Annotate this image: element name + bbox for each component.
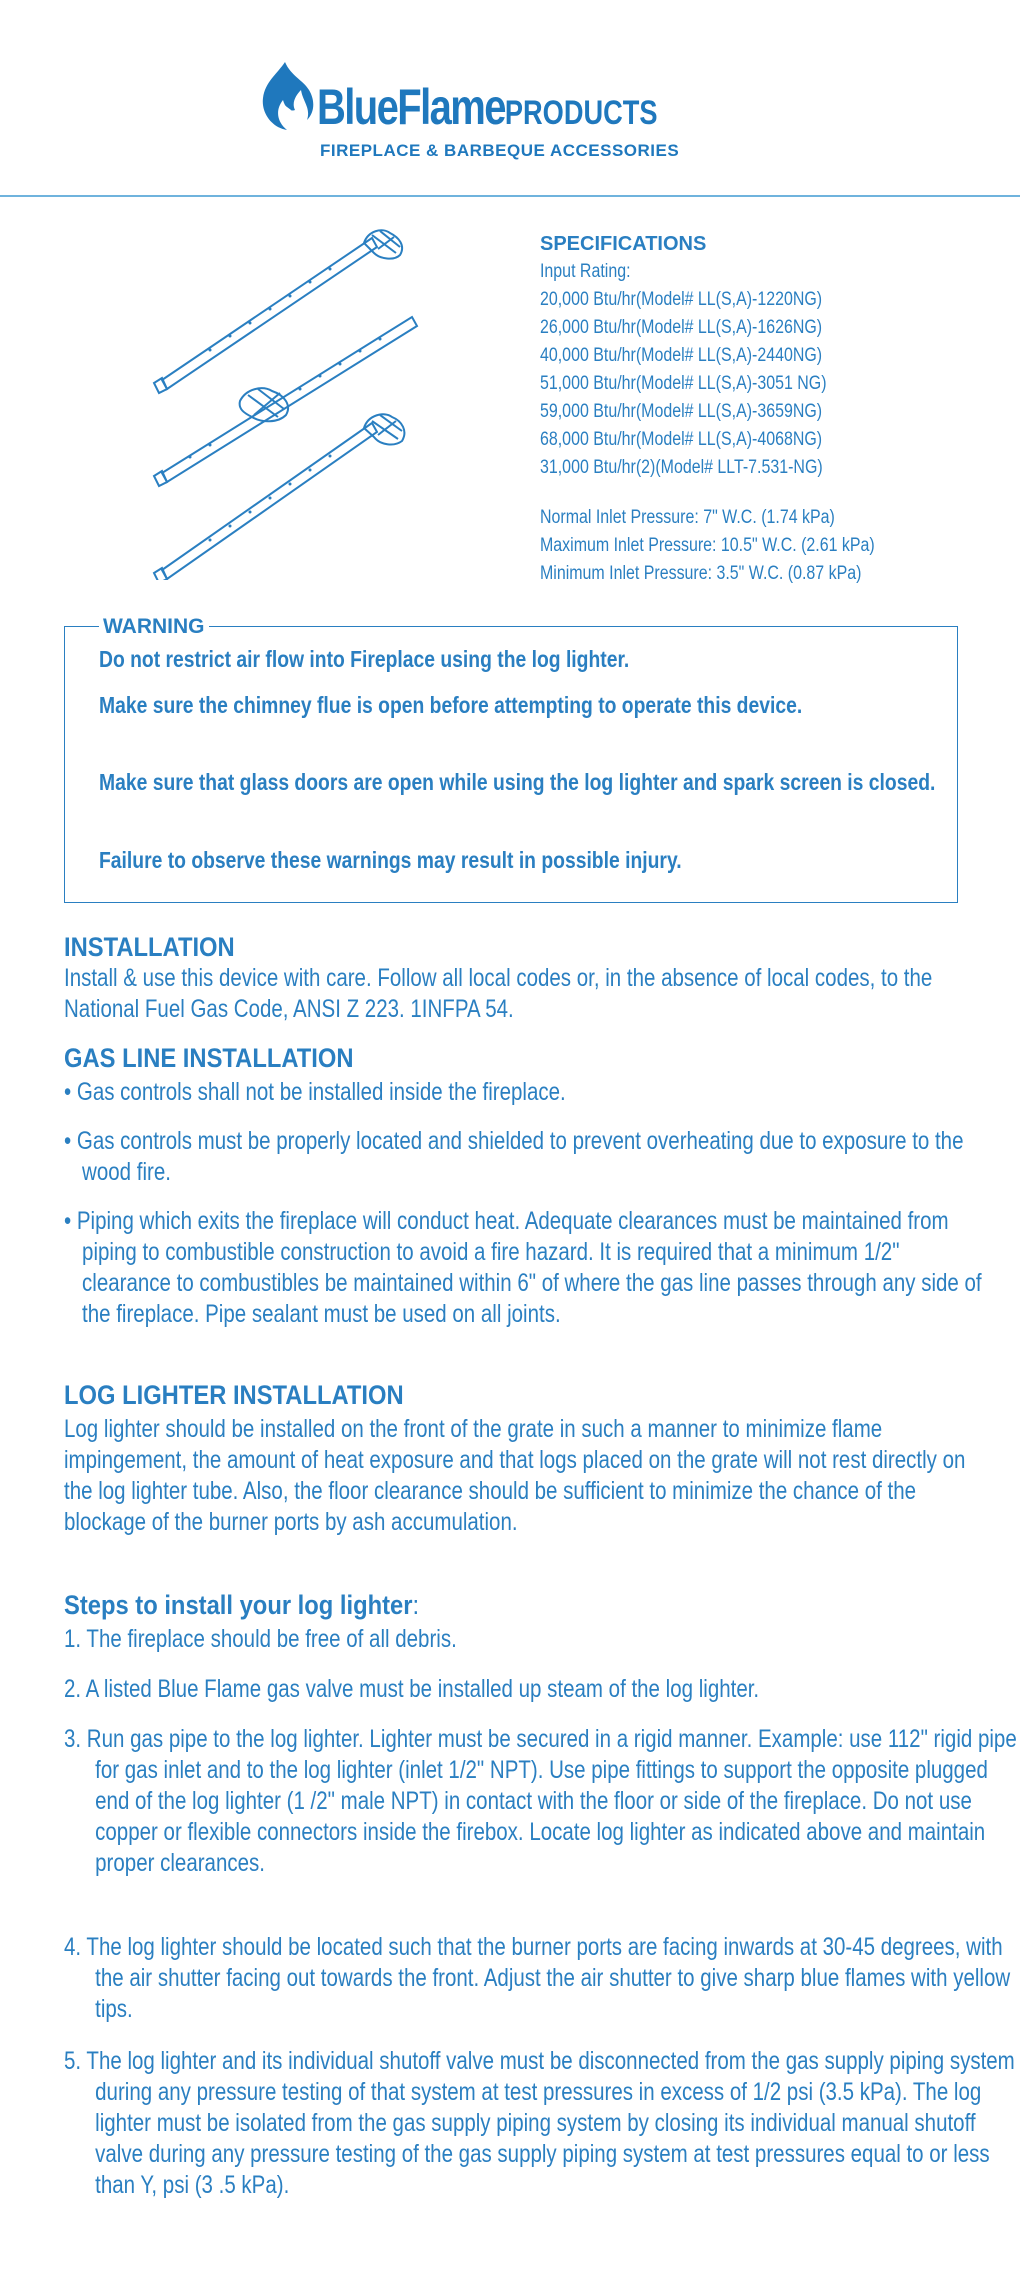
warning-box (64, 615, 958, 903)
brand-products: PRODUCTS (504, 94, 658, 132)
log-lighter-tube-icon (154, 317, 417, 486)
installation-heading: INSTALLATION (64, 932, 235, 962)
gas-line-bullet: • Piping which exits the fireplace will conduct heat. Adequate clearances must be maintained from piping to combustible construction to avoid a fire hazard. It is required that a minimum 1/2" clearance to combustibles be maintained within 6" of where the gas line passes through any side of the fireplace. Pipe sealant must be used on all joints. (64, 1207, 982, 1328)
rating-line: 68,000 Btu/hr(Model# LL(S,A)-4068NG) (540, 429, 823, 450)
rating-line: 26,000 Btu/hr(Model# LL(S,A)-1626NG) (540, 317, 823, 338)
warning-line: Do not restrict air flow into Fireplace using the log lighter. (99, 646, 630, 672)
rating-line: 51,000 Btu/hr(Model# LL(S,A)-3051 NG) (540, 373, 827, 394)
log-lighter-text: Log lighter should be installed on the front of the grate in such a manner to minimize flame impingement, the amount of heat exposure and that logs placed on the grate will not rest directly on the log lighter tube. Also, the floor clearance should be sufficient to minimize the chance of the blockage of the burner ports by ash accumulation. (64, 1415, 966, 1536)
warning-line: Failure to observe these warnings may result in possible injury. (99, 847, 682, 873)
log-lighter-tube-icon (154, 230, 402, 393)
specifications-title: SPECIFICATIONS (540, 233, 707, 255)
page-header (0, 0, 1020, 197)
pressure-line: Minimum Inlet Pressure: 3.5" W.C. (0.87 kPa) (540, 563, 862, 584)
brand-name: BlueFlamePRODUCTS (317, 79, 658, 135)
step-item: 1. The fireplace should be free of all debris. (64, 1625, 457, 1653)
warning-title: WARNING (99, 615, 209, 639)
brand-tagline: FIREPLACE & BARBEQUE ACCESSORIES (320, 141, 680, 160)
log-lighter-heading: LOG LIGHTER INSTALLATION (64, 1380, 404, 1410)
pressure-line: Maximum Inlet Pressure: 10.5" W.C. (2.61 kPa) (540, 535, 875, 556)
rating-line: 40,000 Btu/hr(Model# LL(S,A)-2440NG) (540, 345, 823, 366)
step-item: 5. The log lighter and its individual shutoff valve must be disconnected from the gas supply piping system during any pressure testing of that system at test pressures in excess of 1/2 psi (3.5 kPa). The log lighter must be isolated from the gas supply piping system by closing its individual manual shutoff valve during any pressure testing of the gas supply piping system at test pressures equal to or less than Y, psi (3 .5 kPa). (64, 2047, 1015, 2199)
rating-line: 59,000 Btu/hr(Model# LL(S,A)-3659NG) (540, 401, 823, 422)
warning-line: Make sure the chimney flue is open before attempting to operate this device. (99, 692, 803, 718)
pressure-line: Normal Inlet Pressure: 7" W.C. (1.74 kPa) (540, 507, 835, 528)
gas-line-heading: GAS LINE INSTALLATION (64, 1043, 354, 1073)
input-rating-label: Input Rating: (540, 261, 631, 282)
gas-line-bullet: • Gas controls must be properly located and shielded to prevent overheating due to exposure to the wood fire. (64, 1127, 964, 1186)
flame-icon (255, 60, 315, 132)
warning-line: Make sure that glass doors are open while using the log lighter and spark screen is closed. (99, 769, 936, 795)
step-item: 2. A listed Blue Flame gas valve must be installed up steam of the log lighter. (64, 1675, 760, 1703)
rating-line: 20,000 Btu/hr(Model# LL(S,A)-1220NG) (540, 289, 823, 310)
gas-line-bullet: • Gas controls shall not be installed inside the fireplace. (64, 1078, 566, 1106)
log-lighter-tube-icon (154, 414, 404, 580)
installation-text: Install & use this device with care. Follow all local codes or, in the absence of local codes, to the National Fuel Gas Code, ANSI Z 223. 1INFPA 54. (64, 964, 933, 1023)
log-lighter-illustration (150, 225, 430, 580)
step-item: 3. Run gas pipe to the log lighter. Lighter must be secured in a rigid manner. Example: use 112" rigid pipe for gas inlet and to the log lighter (inlet 1/2" NPT). Use pipe fittings to support the opposite plugged end of the log lighter (1 /2" male NPT) in contact with the floor or side of the fireplace. Do not use copper or flexible connectors inside the firebox. Locate log lighter as indicated above and maintain proper clearances. (64, 1725, 1017, 1877)
step-item: 4. The log lighter should be located such that the burner ports are facing inwards at 30-45 degrees, with the air shutter facing out towards the front. Adjust the air shutter to give sharp blue flames with yellow tips. (64, 1933, 1011, 2023)
steps-heading: Steps to install your log lighter: (64, 1590, 420, 1620)
specifications (540, 230, 939, 588)
rating-line: 31,000 Btu/hr(2)(Model# LLT-7.531-NG) (540, 457, 823, 478)
